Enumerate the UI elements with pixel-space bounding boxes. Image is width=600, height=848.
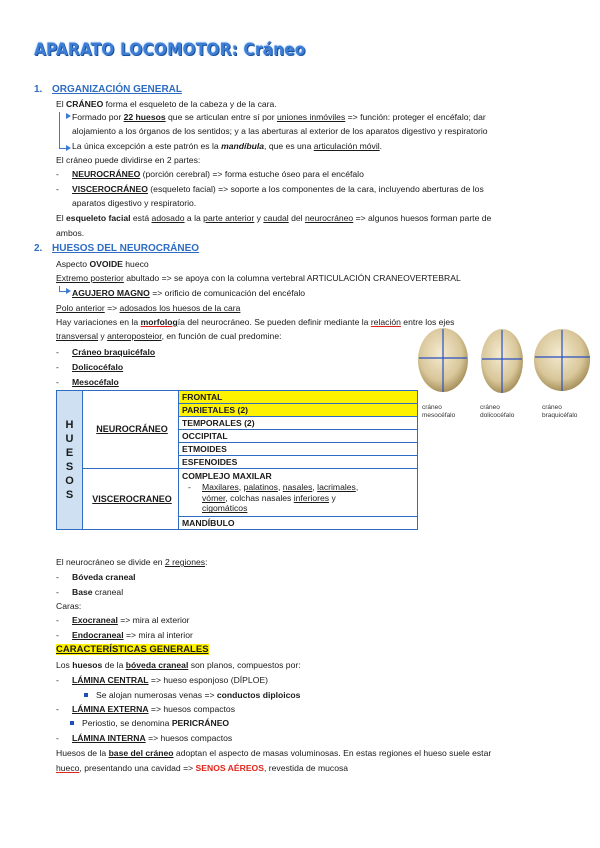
paragraph-line: Los huesos de la bóveda craneal son planos, compuestos por: xyxy=(56,660,301,670)
skull-types-figure xyxy=(416,326,592,426)
list-item: - Cráneo braquicéfalo xyxy=(56,347,156,357)
list-item: - LÁMINA INTERNA => huesos compactos xyxy=(56,733,233,743)
table-cell: PARIETALES (2) xyxy=(179,404,418,417)
arrow-right-icon xyxy=(66,113,71,119)
table-cell: MANDÍBULO xyxy=(179,517,418,530)
paragraph-line: aparatos digestivo y respiratorio. xyxy=(72,198,197,208)
table-cell-complejo: COMPLEJO MAXILAR - Maxilares, palatinos, nasales, lacrimales, vómer, colchas nasales inferiores y cigomáticos xyxy=(179,469,418,517)
list-item: - Mesocéfalo xyxy=(56,377,119,387)
bullet-square-icon xyxy=(70,721,74,725)
paragraph-line: El CRÁNEO forma el esqueleto de la cabeza y de la cara. xyxy=(56,99,277,109)
section-title: HUESOS DEL NEUROCRÁNEO xyxy=(52,243,200,254)
skull-caption: cráneo mesocéfalo xyxy=(422,404,456,419)
paragraph-line: El neurocráneo se divide en 2 regiones: xyxy=(56,557,208,567)
list-item: - Endocraneal => mira al interior xyxy=(56,630,193,640)
paragraph-line: Polo anterior => adosados los huesos de la cara xyxy=(56,303,241,313)
paragraph-line: La única excepción a este patrón es la mandíbula, que es una articulación móvil. xyxy=(72,141,383,151)
list-item: - Dolicocéfalo xyxy=(56,362,124,372)
paragraph-line: AGUJERO MAGNO => orificio de comunicación del encéfalo xyxy=(72,288,306,298)
paragraph-line: Caras: xyxy=(56,601,82,611)
paragraph-line: alojamiento a los órganos de los sentidos; y a las aberturas al exterior de los aparatos digestivo y respiratorio xyxy=(72,126,488,136)
table-cell: TEMPORALES (2) xyxy=(179,417,418,430)
section-number: 1. xyxy=(34,84,43,95)
list-item: - Base craneal xyxy=(56,587,124,597)
group-viscerocraneo: VISCEROCRANEO xyxy=(83,469,179,530)
arrow-right-icon xyxy=(66,145,71,151)
paragraph-line: El esqueleto facial está adosado a la parte anterior y caudal del neurocráneo => algunos huesos forman parte de xyxy=(56,213,492,223)
bones-table xyxy=(56,390,418,530)
table-cell: ESFENOIDES xyxy=(179,456,418,469)
arrow-right-icon xyxy=(66,288,71,294)
paragraph-line: Aspecto OVOIDE hueco xyxy=(56,259,149,269)
list-item: - NEUROCRÁNEO (porción cerebral) => forma estuche óseo para el encéfalo xyxy=(56,169,364,179)
list-item: - Bóveda craneal xyxy=(56,572,136,582)
paragraph-line: Huesos de la base del cráneo adoptan el aspecto de masas voluminosas. En estas regiones el hueso suele estar xyxy=(56,748,492,758)
skull-caption: cráneo braquicéfalo xyxy=(542,404,578,419)
table-cell: OCCIPITAL xyxy=(179,430,418,443)
table-cell: ETMOIDES xyxy=(179,443,418,456)
section-title: ORGANIZACIÓN GENERAL xyxy=(52,84,182,95)
section-2-heading xyxy=(34,242,199,255)
paragraph-line: transversal y anteroposteior, en función de cual predomine: xyxy=(56,331,282,341)
paragraph-line: ambos. xyxy=(56,228,85,238)
subheading: CARACTERÍSTICAS GENERALES xyxy=(56,644,209,655)
paragraph-line: Hay variaciones en la morfología del neurocráneo. Se pueden definir mediante la relación entre los ejes xyxy=(56,317,455,327)
paragraph-line: Formado por 22 huesos que se articulan entre sí por uniones inmóviles => función: proteger el encéfalo; dar xyxy=(72,112,486,122)
bullet-square-icon xyxy=(84,693,88,697)
skull-caption: cráneo dolicocéfalo xyxy=(480,404,515,419)
sub-list-item: Periostio, se denomina PERICRÁNEO xyxy=(70,718,229,729)
list-item: - Exocraneal => mira al exterior xyxy=(56,615,190,625)
list-item: - LÁMINA EXTERNA => huesos compactos xyxy=(56,704,236,714)
paragraph-line: hueco, presentando una cavidad => SENOS AÉREOS, revestida de mucosa xyxy=(56,763,349,773)
table-cell: FRONTAL xyxy=(179,391,418,404)
paragraph-line: El cráneo puede dividirse en 2 partes: xyxy=(56,155,201,165)
list-item: - LÁMINA CENTRAL => hueso esponjoso (DÍPLOE) xyxy=(56,675,268,685)
list-item: - VISCEROCRÁNEO (esqueleto facial) => soporte a los componentes de la cara, incluyendo aberturas de los xyxy=(56,184,484,194)
page-title: APARATO LOCOMOTOR: Cráneo xyxy=(34,40,306,60)
paragraph-line: Extremo posterior abultado => se apoya con la columna vertebral ARTICULACIÓN CRANEOVERTEBRAL xyxy=(56,273,461,283)
group-neurocraneo: NEUROCRÁNEO xyxy=(83,391,179,469)
section-1-heading xyxy=(34,83,182,96)
huesos-vertical-label: H U E S O S xyxy=(57,391,83,530)
section-number: 2. xyxy=(34,243,43,254)
sub-list-item: Se alojan numerosas venas => conductos diploicos xyxy=(84,690,300,701)
